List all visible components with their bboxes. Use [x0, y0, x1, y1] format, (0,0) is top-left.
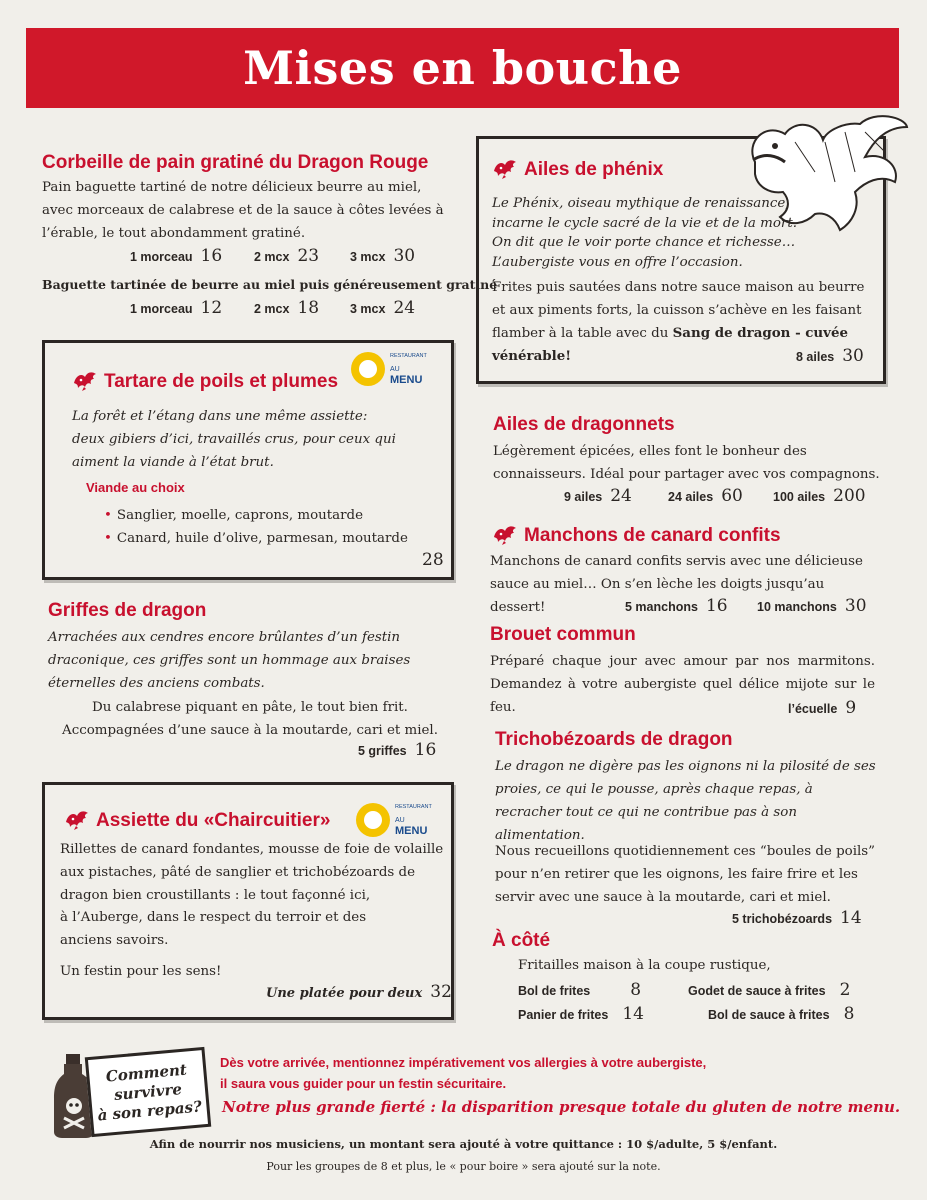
griffes-intro: Arrachées aux cendres encore brûlantes d’un festin draconique, ces griffes sont un hommage aux braises éternelles des anciens combats. [48, 630, 411, 691]
manchons-price-2: 10 manchons 30 [757, 596, 867, 616]
dragonnets-description: Légèrement épicées, elles font le bonheur des connaisseurs. Idéal pour partager avec vos compagnons. [493, 444, 880, 482]
assiette-description-2: à l’Auberge, dans le respect du terroir et des anciens savoirs. [60, 910, 367, 948]
list-item: • Canard, huile d’olive, parmesan, moutarde [104, 527, 408, 550]
tricho-description: Nous recueillons quotidiennement ces “boules de poils” pour n’en retirer que les oignons, les faire frire et les servir avec une sauce à la moutarde, cari et miel. [495, 844, 875, 905]
page-title: Mises en bouche [243, 41, 682, 95]
griffes-price: 5 griffes 16 [358, 740, 437, 760]
groups-note: Pour les groupes de 8 et plus, le « pour boire » sera ajouté sur la note. [266, 1160, 661, 1173]
svg-text:RESTAURANT: RESTAURANT [390, 353, 427, 359]
survival-sign: Comment survivre à son repas? [85, 1047, 212, 1137]
corbeille-price-3: 3 mcx 30 [350, 246, 416, 266]
dragon-icon [492, 157, 518, 179]
brouet-title: Brouet commun [490, 624, 636, 645]
tartare-price: 28 [422, 550, 444, 570]
manchons-price-1: 5 manchons 16 [625, 596, 728, 616]
tartare-choice-label: Viande au choix [86, 480, 185, 495]
manchons-title: Manchons de canard confits [492, 523, 781, 547]
griffes-title: Griffes de dragon [48, 600, 207, 621]
dragon-icon [64, 808, 90, 830]
baguette-price-3: 3 mcx 24 [350, 298, 416, 318]
assiette-price: Une platée pour deux 32 [266, 982, 452, 1002]
musicians-note: Afin de nourrir nos musiciens, un montant sera ajouté à votre quittance : 10 $/adulte, 5 $/enfant. [149, 1137, 778, 1151]
dragonnets-title: Ailes de dragonnets [493, 414, 675, 435]
svg-text:MENU: MENU [395, 825, 428, 837]
dragon-icon [72, 369, 98, 391]
cote-item-4: Bol de sauce à frites 8 [708, 1004, 855, 1024]
svg-text:MENU: MENU [390, 374, 423, 386]
cote-item-1: Bol de frites 8 [518, 980, 642, 1000]
phenix-price: 8 ailes 30 [796, 346, 864, 366]
corbeille-description: Pain baguette tartiné de notre délicieux beurre au miel, avec morceaux de calabrese et de la sauce à côtes levées à l’érable, le tout abondamment gratiné. [42, 180, 444, 241]
phenix-title: Ailes de phénix [492, 157, 663, 181]
tricho-title: Trichobézoards de dragon [495, 729, 733, 750]
gluten-notice: Notre plus grande fierté : la disparition presque totale du gluten de notre menu. [222, 1098, 901, 1116]
tricho-price: 5 trichobézoards 14 [732, 908, 862, 928]
dragon-icon [492, 523, 518, 545]
cote-item-2: Godet de sauce à frites 2 [688, 980, 851, 1000]
assiette-title: Assiette du «Chaircuitier» [64, 808, 330, 832]
phenix-description: Frites puis sautées dans notre sauce maison au beurre et aux piments forts, la cuisson s’achève en les faisant flamber à la table avec du Sang de dragon - cuvée vénérable! [492, 280, 865, 364]
tartare-intro: La forêt et l’étang dans une même assiette: deux gibiers d’ici, travaillés crus, pour ceux qui aiment la viande à l’état brut. [72, 409, 396, 470]
manchons-description: Manchons de canard confits servis avec une délicieuse sauce au miel… On s’en lèche les doigts jusqu’au dessert! [490, 554, 863, 615]
aliments-du-quebec-badge [350, 347, 427, 395]
allergy-notice: Dès votre arrivée, mentionnez impérativement vos allergies à votre aubergiste, il saura vous guider pour un festin sécuritaire. [220, 1055, 707, 1091]
baguette-price-2: 2 mcx 18 [254, 298, 320, 318]
cote-item-3: Panier de frites 14 [518, 1004, 644, 1024]
corbeille-title: Corbeille de pain gratiné du Dragon Rouge [42, 152, 429, 173]
assiette-description: Rillettes de canard fondantes, mousse de foie de volaille aux pistaches, pâté de sanglier et trichobézoards de dragon bien croustillants : le tout façonné ici, [60, 842, 444, 903]
brouet-price: l’écuelle 9 [788, 698, 857, 718]
svg-text:AU: AU [390, 366, 400, 373]
svg-text:RESTAURANT: RESTAURANT [395, 804, 432, 810]
dragonnets-price-3: 100 ailes 200 [773, 486, 866, 506]
baguette-price-1: 1 morceau 12 [130, 298, 223, 318]
corbeille-subtitle: Baguette tartinée de beurre au miel puis généreusement gratiné [42, 277, 498, 292]
corbeille-price-1: 1 morceau 16 [130, 246, 223, 266]
assiette-tagline: Un festin pour les sens! [60, 964, 222, 979]
brouet-description: Préparé chaque jour avec amour par nos marmitons. Demandez à votre aubergiste quel délice mijote sur le feu. [490, 654, 875, 715]
svg-text:AU: AU [395, 817, 405, 824]
phenix-intro: Le Phénix, oiseau mythique de renaissance, incarne le cycle sacré de la vie et de la mort. On dit que le voir porte chance et richesse… L’aubergiste vous en offre l’occasion. [492, 196, 797, 270]
tartare-title: Tartare de poils et plumes [72, 369, 338, 393]
dragonnets-price-1: 9 ailes 24 [564, 486, 632, 506]
tartare-options [104, 504, 408, 550]
cote-description: Fritailles maison à la coupe rustique, [518, 958, 771, 973]
corbeille-price-2: 2 mcx 23 [254, 246, 320, 266]
dragonnets-price-2: 24 ailes 60 [668, 486, 743, 506]
tricho-intro: Le dragon ne digère pas les oignons ni la pilosité de ses proies, ce qui le pousse, après chaque repas, à recracher tout ce qui ne contribue pas à son alimentation. [495, 759, 876, 843]
list-item: • Sanglier, moelle, caprons, moutarde [104, 504, 408, 527]
griffes-description: Du calabrese piquant en pâte, le tout bien frit. Accompagnées d’une sauce à la moutarde, cari et miel. [62, 700, 438, 738]
cote-title: À côté [492, 930, 551, 951]
header-banner [26, 28, 899, 108]
